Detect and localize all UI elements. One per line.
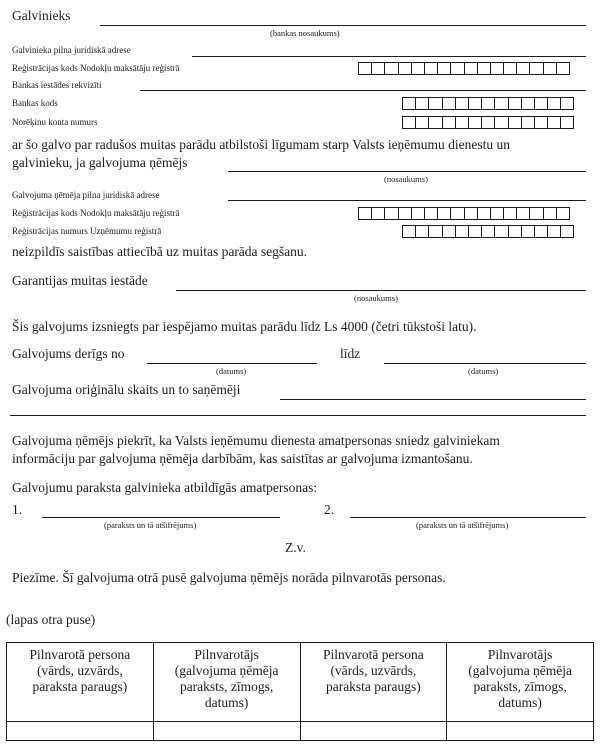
- guarantor-tax-reg-label: Reģistrācijas kods Nodokļu maksātāju reģistrā: [12, 63, 180, 73]
- valid-to-label: līdz: [340, 346, 361, 361]
- table-header-cell: [153, 643, 300, 722]
- consent-text-line1: Galvojuma ņēmējs piekrīt, ka Valsts ieņēmumu dienesta amatpersonas sniedz galviniekam: [12, 433, 500, 448]
- receiver-enterprise-reg-label: Reģistrācijas numurs Uzņēmumu reģistrā: [12, 226, 162, 236]
- bank-name-caption: (bankas nosaukums): [270, 28, 340, 38]
- bank-details-label: Bankas iestādes rekvizīti: [12, 80, 102, 90]
- valid-to-line[interactable]: [384, 363, 586, 364]
- signature-2-caption: (paraksts un tā atšifrējums): [416, 520, 509, 530]
- header-line: (vārds, uzvārds,: [36, 663, 123, 678]
- guarantor-label: Galvinieks: [12, 8, 71, 23]
- customs-office-line[interactable]: [176, 290, 586, 291]
- seal-place: Z.v.: [285, 540, 306, 555]
- table-cell[interactable]: [447, 722, 594, 741]
- bank-details-line[interactable]: [140, 90, 586, 91]
- authorized-persons-table: [6, 642, 594, 741]
- receiver-tax-reg-label: Reģistrācijas kods Nodokļu maksātāju reģistrā: [12, 208, 180, 218]
- signature-1-number: 1.: [12, 502, 23, 517]
- obligation-text: neizpildīs saistības attiecībā uz muitas parāda segšanu.: [12, 244, 308, 259]
- guarantee-text-line1: ar šo galvo par radušos muitas parādu atbilstoši līgumam starp Valsts ieņēmumu dienestu un: [12, 137, 511, 152]
- header-line: Pilnvarotā persona: [322, 647, 424, 662]
- table-row: [7, 722, 594, 741]
- header-line: (galvojuma ņēmēja: [174, 663, 279, 678]
- header-line: (galvojuma ņēmēja: [468, 663, 573, 678]
- header-line: Pilnvarotā persona: [29, 647, 131, 662]
- account-number-boxes[interactable]: [402, 116, 573, 129]
- receiver-enterprise-reg-boxes[interactable]: [402, 225, 573, 238]
- header-line: paraksta paraugs): [32, 679, 128, 694]
- amount-text: Šis galvojums izsniegts par iespējamo muitas parādu līdz Ls 4000 (četri tūkstoši latu).: [12, 319, 477, 334]
- receiver-address-line[interactable]: [228, 200, 586, 201]
- originals-label: Galvojuma oriģinālu skaits un to saņēmēji: [12, 382, 241, 397]
- guarantee-text-line2: galvinieku, ja galvojuma ņēmējs: [12, 155, 188, 170]
- signatures-heading: Galvojumu paraksta galvinieka atbildīgās amatpersonas:: [12, 480, 318, 495]
- originals-line[interactable]: [280, 399, 586, 400]
- header-line: datums): [204, 695, 249, 710]
- signature-1-caption: (paraksts un tā atšifrējums): [104, 520, 197, 530]
- header-line: paraksta paraugs): [325, 679, 421, 694]
- bank-code-boxes[interactable]: [402, 97, 573, 110]
- header-line: (vārds, uzvārds,: [330, 663, 417, 678]
- signature-1-line[interactable]: [42, 517, 280, 518]
- originals-line-2[interactable]: [10, 415, 586, 416]
- valid-to-caption: (datums): [468, 366, 499, 376]
- guarantor-address-line[interactable]: [192, 56, 586, 57]
- guarantor-address-label: Galvinieka pilna juridiskā adrese: [12, 45, 131, 55]
- consent-text-line2: informāciju par galvojuma ņēmēja darbībām, kas saistītas ar galvojuma izmantošanu.: [12, 451, 473, 466]
- header-line: Pilnvarotājs: [487, 647, 553, 662]
- receiver-name-line[interactable]: [228, 171, 586, 172]
- account-number-label: Norēķinu konta numurs: [12, 117, 98, 127]
- table-cell[interactable]: [7, 722, 154, 741]
- header-line: paraksts, zīmogs,: [473, 679, 567, 694]
- table-header-cell: [447, 643, 594, 722]
- receiver-tax-reg-boxes[interactable]: [358, 207, 569, 220]
- signature-2-number: 2.: [324, 502, 335, 517]
- guarantor-tax-reg-boxes[interactable]: [358, 62, 569, 75]
- valid-from-line[interactable]: [147, 363, 317, 364]
- receiver-address-label: Galvojuma ņēmēja pilna juridiskā adrese: [12, 190, 160, 200]
- bank-name-line[interactable]: [100, 25, 586, 26]
- note-text: Piezīme. Šī galvojuma otrā pusē galvojuma ņēmējs norāda pilnvarotās personas.: [12, 570, 446, 585]
- valid-from-label: Galvojums derīgs no: [12, 346, 125, 361]
- table-header-cell: [300, 643, 447, 722]
- header-line: paraksts, zīmogs,: [179, 679, 274, 694]
- valid-from-caption: (datums): [216, 366, 247, 376]
- table-cell[interactable]: [300, 722, 447, 741]
- table-header-cell: [7, 643, 154, 722]
- bank-code-label: Bankas kods: [12, 98, 58, 108]
- customs-office-caption: (nosaukums): [354, 293, 398, 303]
- back-page-label: (lapas otra puse): [6, 612, 96, 627]
- header-line: Pilnvarotājs: [194, 647, 259, 662]
- customs-office-label: Garantijas muitas iestāde: [12, 273, 148, 288]
- header-line: datums): [498, 695, 542, 710]
- table-cell[interactable]: [153, 722, 300, 741]
- receiver-name-caption: (nosaukums): [384, 174, 428, 184]
- signature-2-line[interactable]: [350, 517, 586, 518]
